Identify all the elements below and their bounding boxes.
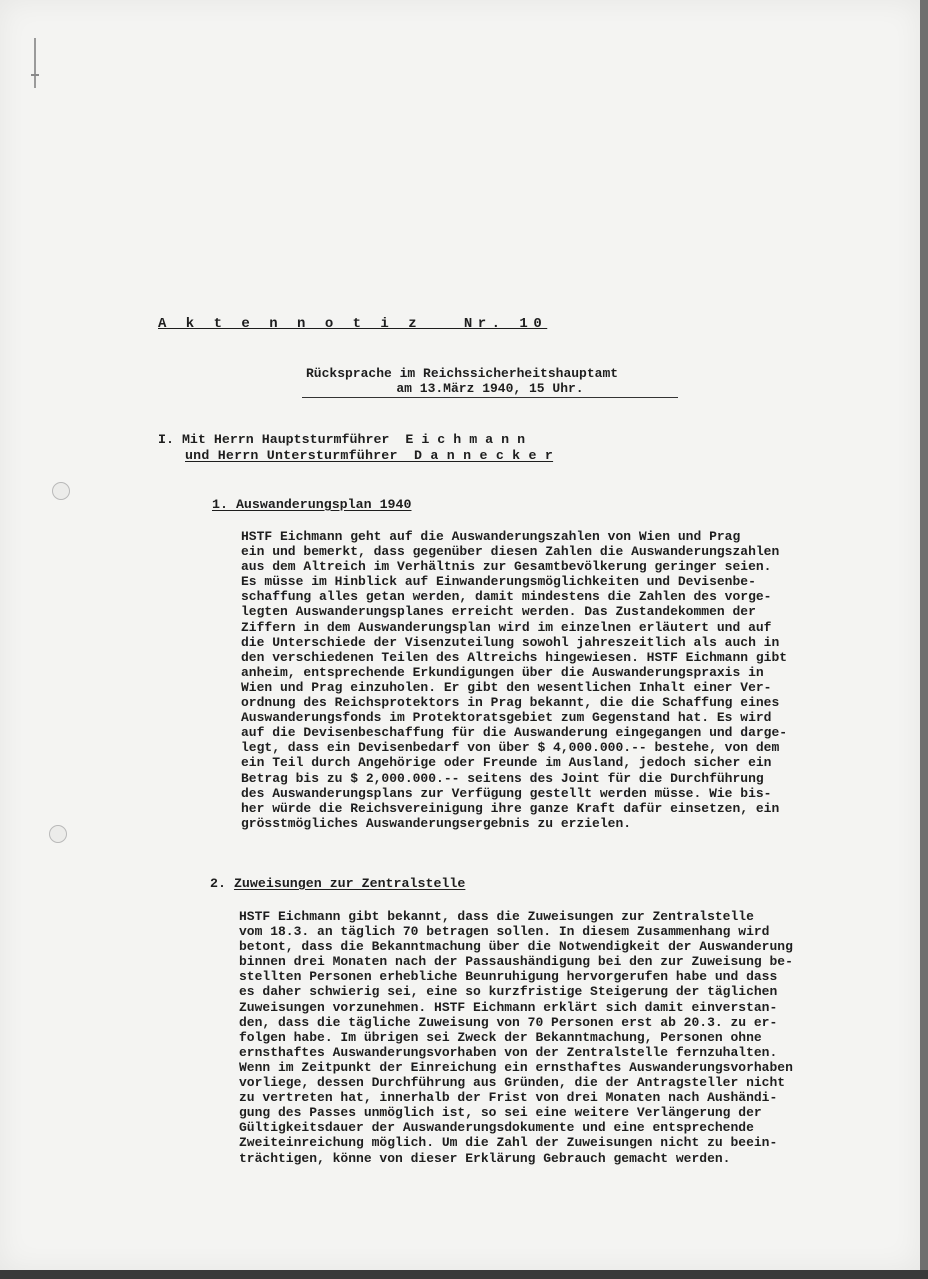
body-line: Es müsse im Hinblick auf Einwanderungsmöglichkeiten und Devisenbe- — [241, 574, 756, 590]
page-edge-right — [920, 0, 928, 1279]
item-2-body — [239, 909, 889, 1166]
subtitle-line-2: am 13.März 1940, 15 Uhr. — [302, 382, 678, 398]
body-line: den verschiedenen Teilen des Altreichs hingewiesen. HSTF Eichmann gibt — [241, 649, 788, 665]
body-line: trächtigen, könne von dieser Erklärung Gebrauch gemacht werden. — [239, 1150, 731, 1166]
body-line: anheim, entsprechende Erkundigungen über die Auswanderungspraxis in — [241, 664, 764, 680]
body-line: Gültigkeitsdauer der Auswanderungsdokumente und eine entsprechende — [239, 1120, 754, 1136]
body-line: vorliege, dessen Durchführung aus Gründen, die der Antragsteller nicht — [239, 1075, 786, 1091]
body-line: Auswanderungsfonds im Protektoratsgebiet zum Gegenstand hat. Es wird — [241, 710, 772, 726]
item-1-body — [241, 529, 891, 831]
item-2-heading-text: Zuweisungen zur Zentralstelle — [233, 876, 466, 891]
body-line: folgen habe. Im übrigen sei Zweck der Bekanntmachung, Personen ohne — [239, 1029, 762, 1045]
body-line: ordnung des Reichsprotektors in Prag bekannt, die die Schaffung eines — [241, 695, 780, 711]
body-line: Betrag bis zu $ 2,000.000.-- seitens des Joint für die Durchführung — [241, 770, 764, 786]
section-1-line-1: I. Mit Herrn Hauptsturmführer E i c h m a n n — [158, 432, 526, 447]
body-line: binnen drei Monaten nach der Passaushändigung bei den zur Zuweisung be- — [239, 954, 793, 970]
body-line: den, dass die tägliche Zuweisung von 70 Personen erst ab 20.3. zu er- — [239, 1014, 778, 1030]
body-line: Wenn im Zeitpunkt der Einreichung ein ernsthaftes Auswanderungsvorhaben — [239, 1059, 793, 1075]
subtitle-line-1: Rücksprache im Reichssicherheitshauptamt — [306, 366, 619, 381]
body-line: aus dem Altreich im Verhältnis zur Gesamtbevölkerung geringer seien. — [241, 559, 772, 575]
body-line: legten Auswanderungsplanes erreicht werden. Das Zustandekommen der — [241, 604, 756, 620]
section-1-line-2: und Herrn Untersturmführer D a n n e c k e r — [185, 448, 554, 463]
body-line: Zweiteinreichung möglich. Um die Zahl der Zuweisungen nicht zu beein- — [239, 1135, 778, 1151]
body-line: vom 18.3. an täglich 70 betragen sollen. In diesem Zusammenhang wird — [239, 924, 770, 940]
staple-mark-crossbar — [31, 74, 39, 76]
body-line: schaffung alles getan werden, damit mindestens die Zahlen des vorge- — [241, 589, 772, 605]
punch-hole-bottom — [49, 825, 67, 843]
body-line: ernsthaftes Auswanderungsvorhaben von der Zentralstelle fernzuhalten. — [239, 1044, 778, 1060]
body-line: zu vertreten hat, innerhalb der Frist von drei Monaten nach Aushändi- — [239, 1090, 778, 1106]
body-line: gung des Passes unmöglich ist, so sei eine weitere Verlängerung der — [239, 1105, 762, 1121]
body-line: Wien und Prag einzuholen. Er gibt den wesentlichen Inhalt einer Ver- — [241, 679, 772, 695]
body-line: betont, dass die Bekanntmachung über die Notwendigkeit der Auswanderung — [239, 939, 793, 955]
body-line: es daher schwierig sei, eine so kurzfristige Steigerung der täglichen — [239, 984, 778, 1000]
body-line: die Unterschiede der Visenzuteilung sowohl jahreszeitlich als auch in — [241, 634, 780, 650]
body-line: ein Teil durch Angehörige oder Freunde im Ausland, jedoch sicher ein — [241, 755, 772, 771]
body-line: legt, dass ein Devisenbedarf von über $ 4,000.000.-- bestehe, von dem — [241, 740, 780, 756]
page-edge-bottom — [0, 1270, 928, 1279]
body-line: her würde die Reichsvereinigung ihre ganze Kraft dafür einsetzen, ein — [241, 800, 780, 816]
body-line: des Auswanderungsplans zur Verfügung gestellt werden müsse. Wie bis- — [241, 785, 772, 801]
item-2-heading — [210, 876, 465, 891]
body-line: HSTF Eichmann geht auf die Auswanderungszahlen von Wien und Prag — [241, 529, 741, 544]
body-line: auf die Devisenbeschaffung für die Auswanderung eingegangen und darge- — [241, 725, 788, 741]
body-line: stellten Personen erhebliche Beunruhigung hervorgerufen habe und dass — [239, 969, 778, 985]
body-line: grösstmögliches Auswanderungsergebnis zu erzielen. — [241, 815, 632, 831]
document-title: A k t e n n o t i z Nr. 10 — [158, 316, 548, 332]
item-1-heading — [212, 497, 412, 512]
body-line: Zuweisungen vorzunehmen. HSTF Eichmann erklärt sich damit einverstan- — [239, 999, 778, 1015]
body-line: HSTF Eichmann gibt bekannt, dass die Zuweisungen zur Zentralstelle — [239, 909, 754, 924]
body-line: Ziffern in dem Auswanderungsplan wird im einzelnen erläutert und auf — [241, 619, 772, 635]
item-2-heading-number: 2. — [210, 876, 226, 891]
staple-mark — [34, 38, 36, 88]
body-line: ein und bemerkt, dass gegenüber diesen Zahlen die Auswanderungszahlen — [241, 544, 780, 560]
item-1-heading-text: 1. Auswanderungsplan 1940 — [212, 497, 412, 512]
punch-hole-top — [52, 482, 70, 500]
